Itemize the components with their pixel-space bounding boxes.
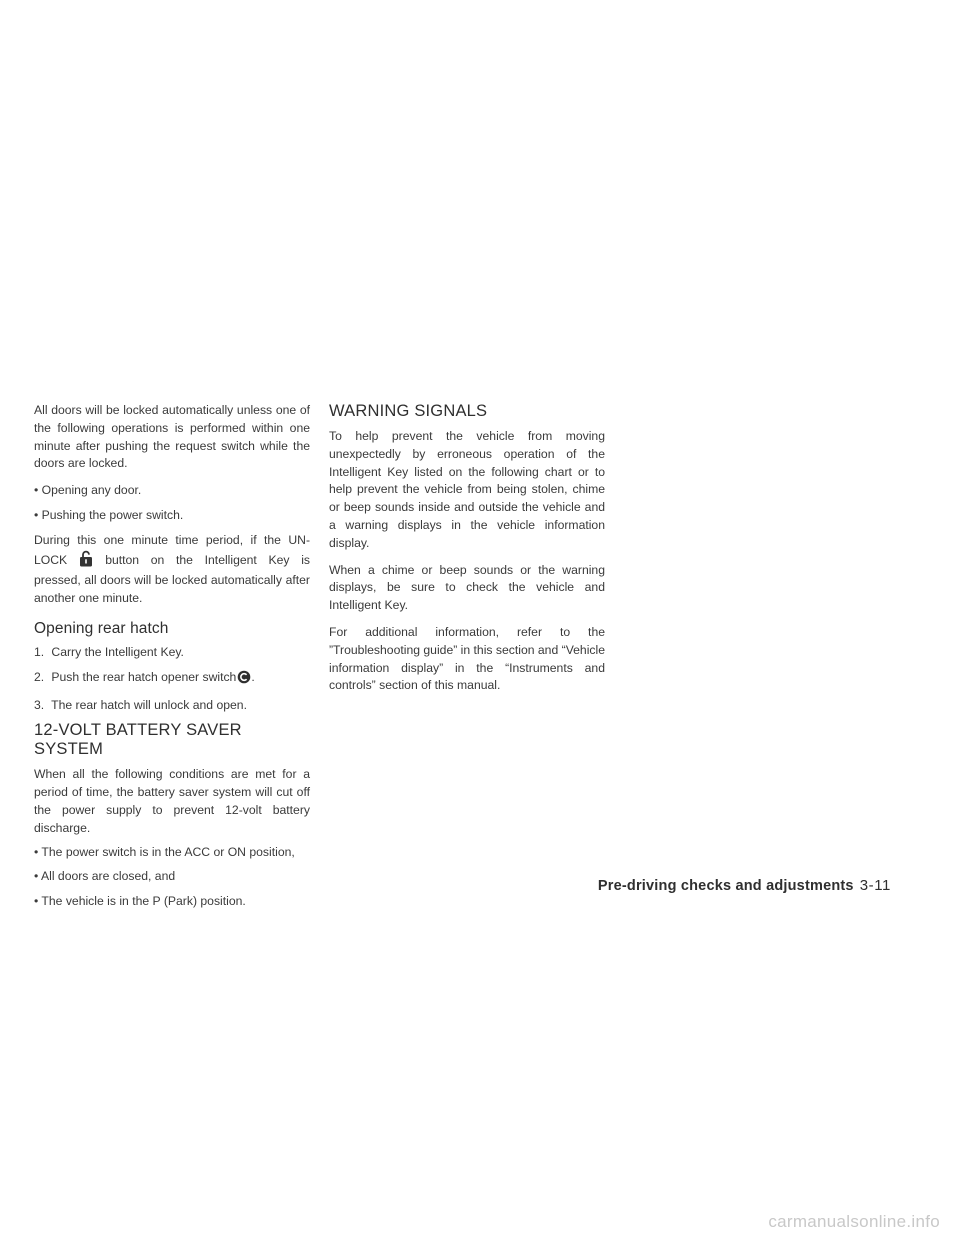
- bullet-opening-door: • Opening any door.: [34, 483, 142, 498]
- condition-item: • The power switch is in the ACC or ON position,: [34, 844, 295, 859]
- unlock-paragraph: [34, 532, 310, 608]
- unlock-paragraph-pre: During this one minute time period, if the UN-LOCK: [34, 532, 310, 567]
- warning-paragraph-1: To help prevent the vehicle from moving unexpectedly by erroneous operation of the Intelligent Key listed on the following chart or to help prevent the vehicle from being stolen, chime or beep sounds inside and outside the vehicle and a warning displays in the vehicle information display.: [329, 429, 605, 550]
- step-number: 2.: [34, 669, 45, 684]
- bullet-pushing-power-switch: • Pushing the power switch.: [34, 507, 184, 522]
- warning-signals-heading: WARNING SIGNALS: [329, 402, 488, 420]
- battery-saver-heading: 12-VOLT BATTERY SAVER SYSTEM: [34, 721, 242, 759]
- step-suffix: .: [251, 669, 255, 684]
- step-number: 1.: [34, 644, 45, 659]
- step-text: Push the rear hatch opener switch: [51, 669, 237, 684]
- unlock-icon: [79, 550, 93, 573]
- warning-paragraph-3: For additional information, refer to the ”Troubleshooting guide” in this section and “Vehicle information display” in the “Instruments and controls” section of this manual.: [329, 624, 605, 693]
- c-circle-icon: [237, 670, 251, 690]
- opening-rear-hatch-heading: Opening rear hatch: [34, 619, 169, 637]
- unlock-paragraph-post: button on the Intelligent Key is pressed, all doors will be locked automatically after another one minute.: [34, 552, 310, 606]
- condition-item: • The vehicle is in the P (Park) position.: [34, 894, 246, 909]
- step-item: [34, 669, 310, 690]
- step-text: Carry the Intelligent Key.: [51, 644, 184, 659]
- left-column: [34, 402, 310, 918]
- warning-paragraph-2: When a chime or beep sounds or the warning displays, be sure to check the vehicle and Intelligent Key.: [329, 562, 605, 613]
- condition-item: • All doors are closed, and: [34, 869, 176, 884]
- page-number: 3-11: [859, 877, 891, 894]
- watermark: carmanualsonline.info: [768, 1212, 940, 1231]
- step-number: 3.: [34, 697, 45, 712]
- step-item: [34, 697, 310, 715]
- battery-intro-paragraph: When all the following conditions are met for a period of time, the battery saver system will cut off the power supply to prevent 12-volt battery discharge.: [34, 767, 310, 835]
- intro-paragraph: All doors will be locked automatically unless one of the following operations is performed within one minute after pushing the request switch while the doors are locked.: [34, 403, 310, 471]
- page-footer: [598, 877, 891, 894]
- step-text: The rear hatch will unlock and open.: [51, 697, 247, 712]
- step-item: [34, 644, 310, 662]
- footer-section-name: Pre-driving checks and adjustments: [597, 878, 854, 894]
- right-column: [329, 402, 605, 704]
